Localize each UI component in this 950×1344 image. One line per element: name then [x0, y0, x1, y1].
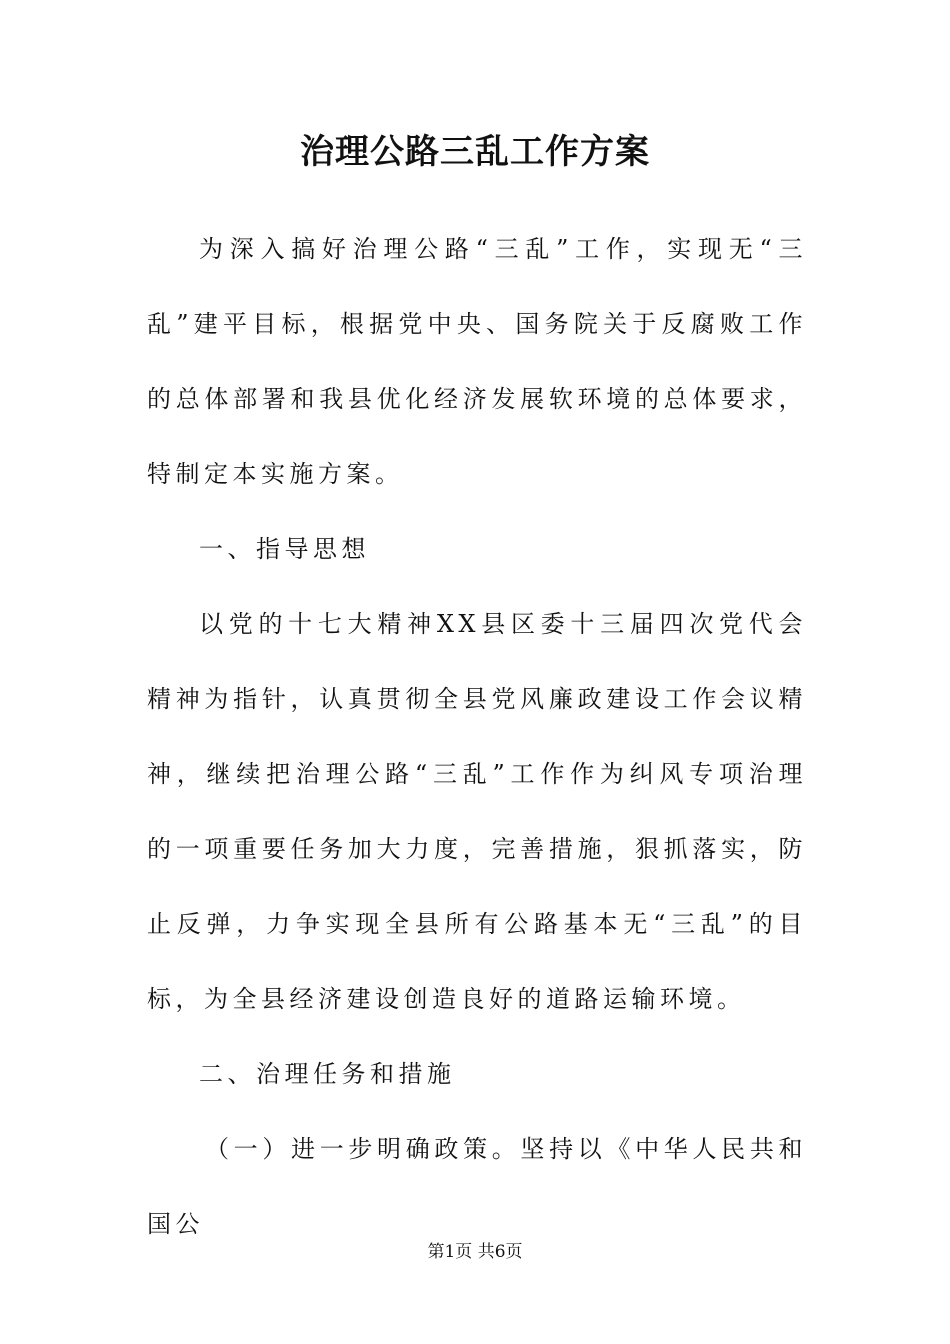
- section-heading-guiding-ideology: 一、指导思想: [199, 535, 370, 563]
- page-footer: 第1页 共6页: [427, 1242, 523, 1262]
- policy-paragraph: （一）进一步明确政策。坚持以《中华人民共和国公: [147, 1135, 807, 1238]
- document-title: 治理公路三乱工作方案: [300, 132, 650, 172]
- guiding-ideology-paragraph: 以党的十七大精神XX县区委十三届四次党代会精神为指针，认真贯彻全县党风廉政建设工作会议精神，继续把治理公路“三乱”工作作为纠风专项治理的一项重要任务加大力度，完善措施，狠抓落实，防止反弹，力争实现全县所有公路基本无“三乱”的目标，为全县经济建设创造良好的道路运输环境。: [147, 610, 807, 1013]
- document-body: [147, 212, 807, 1262]
- section-heading-tasks-measures: 二、治理任务和措施: [199, 1060, 456, 1088]
- intro-paragraph: 为深入搞好治理公路“三乱”工作，实现无“三乱”建平目标，根据党中央、国务院关于反腐败工作的总体部署和我县优化经济发展软环境的总体要求，特制定本实施方案。: [147, 235, 807, 488]
